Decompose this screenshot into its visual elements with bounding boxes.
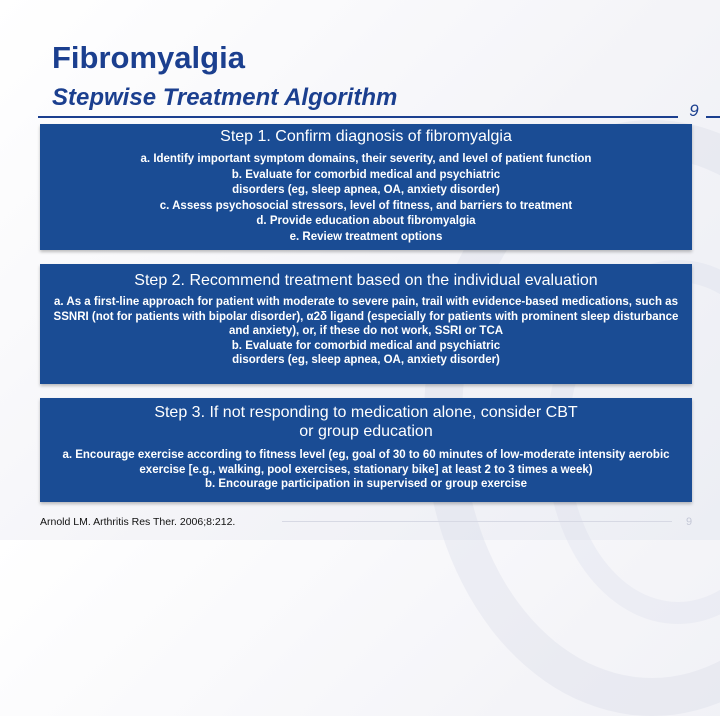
step-2-item-b: b. Evaluate for comorbid medical and psychiatric disorders (eg, sleep apnea, OA, anxiety disorder): [231, 339, 501, 366]
step-1-item-a: a. Identify important symptom domains, their severity, and level of patient function: [140, 153, 592, 165]
step-2-box: [40, 264, 692, 384]
step-1-box: [40, 124, 692, 250]
step-1-heading: Step 1. Confirm diagnosis of fibromyalgia: [220, 128, 512, 145]
header-page-number: 9: [689, 101, 699, 120]
footer-page-number: 9: [686, 516, 693, 528]
step-2-list: [40, 295, 692, 368]
step-1-item-b: b. Evaluate for comorbid medical and psychiatric disorders (eg, sleep apnea, OA, anxiety disorder): [231, 168, 501, 196]
slide-title: Fibromyalgia: [52, 40, 245, 75]
header-divider: [38, 116, 678, 118]
step-1-item-e: e. Review treatment options: [289, 230, 443, 243]
header-divider-end: [706, 116, 720, 118]
step-1-list: [40, 152, 692, 245]
step-2-heading: Step 2. Recommend treatment based on the individual evaluation: [134, 272, 598, 289]
step-2-item-a: a. As a first-line approach for patient with moderate to severe pain, trail with evidence-based medications, such as SSNRI (not for patients with bipolar disorder), α2δ ligand (especially for patients with prominent sleep disturbance and anxiety), or, if these do not work, SSRI or TCA: [53, 296, 679, 337]
step-3-item-a: a. Encourage exercise according to fitness level (eg, goal of 30 to 60 minutes of low-moderate intensity aerobic exercise [e.g., walking, pool exercises, stationary bike] at least 2 to 3 times a week): [62, 449, 670, 476]
step-3-list: [40, 448, 692, 492]
step-3-item-b: b. Encourage participation in supervised or group exercise: [204, 478, 528, 490]
step-3-heading: Step 3. If not responding to medication alone, consider CBT or group education: [154, 404, 578, 440]
slide-subtitle: Stepwise Treatment Algorithm: [52, 84, 398, 111]
citation: Arnold LM. Arthritis Res Ther. 2006;8:212.: [40, 516, 236, 528]
step-3-box: [40, 398, 692, 502]
step-1-item-d: d. Provide education about fibromyalgia: [256, 215, 476, 227]
footer-divider: [282, 521, 672, 522]
step-1-item-c: c. Assess psychosocial stressors, level of fitness, and barriers to treatment: [159, 199, 573, 212]
